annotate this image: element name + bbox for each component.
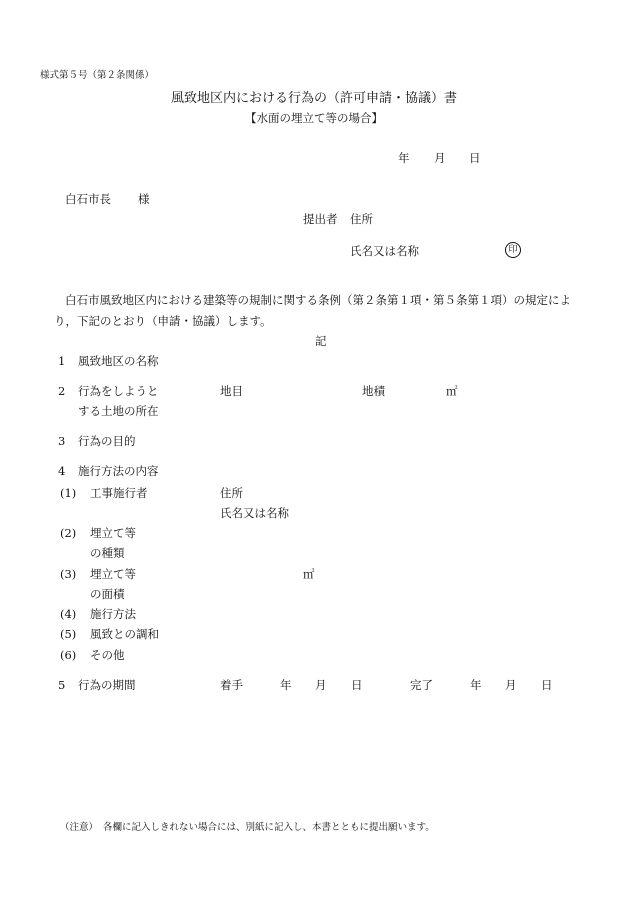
- item-4-5-label: 風致との調和: [90, 627, 159, 641]
- item-2-label-line1: 行為をしようと: [78, 384, 159, 398]
- applicant-label: 提出者: [303, 212, 338, 226]
- item-2-number: 2: [58, 384, 66, 398]
- item-2-chimoku-label: 地目: [220, 384, 243, 398]
- item-4-1-number: (1): [60, 486, 77, 500]
- applicant-address-label: 住所: [350, 212, 373, 226]
- form-subtitle: 【水面の埋立て等の場合】: [245, 111, 383, 125]
- item-4-6-number: (6): [60, 648, 77, 662]
- item-4-3-number: (3): [60, 567, 77, 581]
- item-4-3-area-unit: ㎡: [303, 567, 315, 581]
- period-end-label: 完了: [410, 678, 433, 692]
- form-number: 様式第５号（第２条関係）: [40, 70, 155, 81]
- item-4-4-label: 施行方法: [90, 607, 136, 621]
- period-start-month: 月: [315, 678, 327, 692]
- item-2-label-line2: する土地の所在: [78, 404, 159, 418]
- date-day: 日: [469, 151, 481, 165]
- item-4-number: 4: [58, 464, 66, 478]
- item-2-area-unit: ㎡: [446, 384, 458, 398]
- form-title: 風致地区内における行為の（許可申請・協議）書: [171, 91, 458, 106]
- item-1-label: 風致地区の名称: [78, 354, 159, 368]
- item-4-3-label-line2: の面積: [90, 587, 125, 601]
- period-end-month: 月: [505, 678, 517, 692]
- period-start-label: 着手: [220, 678, 243, 692]
- item-4-3-label-line1: 埋立て等: [90, 567, 136, 581]
- item-2-chiseki-label: 地積: [362, 384, 385, 398]
- item-4-label: 施行方法の内容: [78, 464, 159, 478]
- item-3-number: 3: [58, 434, 66, 448]
- item-4-2-label-line2: の種類: [90, 546, 125, 560]
- date-month: 月: [434, 151, 446, 165]
- body-text-line1: 白石市風致地区内における建築等の規制に関する条例（第２条第１項・第５条第１項）の規定によ: [65, 293, 571, 307]
- seal-mark: 印: [505, 242, 521, 258]
- item-4-5-number: (5): [60, 627, 77, 641]
- note-text: 各欄に記入しきれない場合には、別紙に記入し、本書とともに提出願います。: [103, 822, 435, 833]
- item-3-label: 行為の目的: [78, 434, 136, 448]
- addressee-honorific: 様: [138, 192, 150, 206]
- item-4-4-number: (4): [60, 607, 77, 621]
- item-5-number: 5: [58, 678, 66, 692]
- period-start-year: 年: [280, 678, 292, 692]
- item-4-6-label: その他: [90, 648, 125, 662]
- ki-heading: 記: [315, 334, 327, 348]
- date-year: 年: [398, 151, 410, 165]
- item-4-1-name-label: 氏名又は名称: [220, 506, 289, 520]
- item-4-2-number: (2): [60, 526, 77, 540]
- item-1-number: 1: [58, 354, 66, 368]
- item-4-1-address-label: 住所: [220, 486, 243, 500]
- body-text-line2: り，下記のとおり（申請・協議）します。: [54, 314, 272, 328]
- item-4-1-label: 工事施行者: [90, 486, 148, 500]
- addressee-name: 白石市長: [65, 192, 111, 206]
- note-label: （注意）: [60, 822, 99, 833]
- period-start-day: 日: [351, 678, 363, 692]
- period-end-year: 年: [470, 678, 482, 692]
- item-5-label: 行為の期間: [78, 678, 136, 692]
- item-4-2-label-line1: 埋立て等: [90, 526, 136, 540]
- period-end-day: 日: [541, 678, 553, 692]
- applicant-name-label: 氏名又は名称: [350, 244, 419, 258]
